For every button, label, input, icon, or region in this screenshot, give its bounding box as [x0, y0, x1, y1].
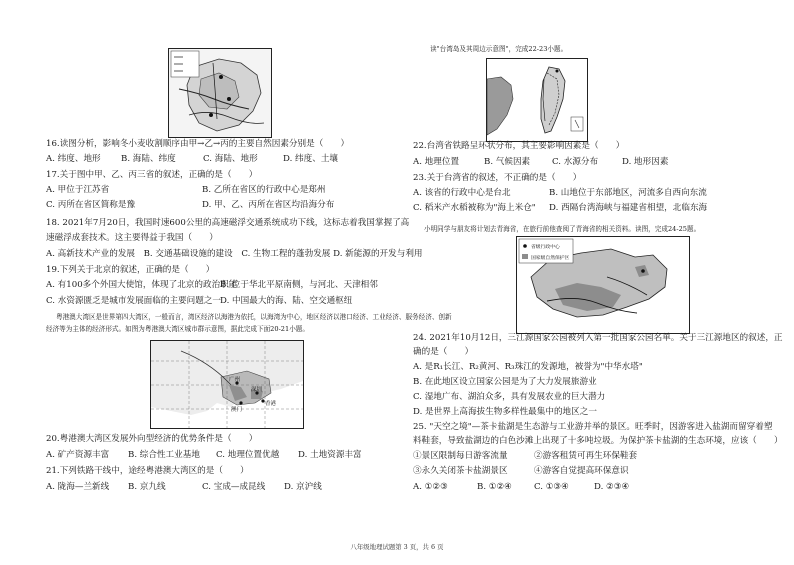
legend-nature-reserve: 国家级自然保护区	[531, 256, 570, 261]
q21-option-c[interactable]: C. 宝成—成昆线	[202, 482, 266, 492]
q20-21-intro-line2: 经济等为主体的经济形式。如图为粤港澳大湾区城市群示意图，据此完成下面20-21小题。	[46, 325, 309, 333]
q25-statement-2: ②游客租赁可再生环保鞋套	[534, 451, 638, 461]
page-footer: 八年级地理试题第 3 页，共 6 页	[350, 543, 444, 551]
q21-stem: 21.下列铁路干线中，途经粤港澳大湾区的是（ ）	[46, 466, 249, 476]
q17-option-a[interactable]: A. 甲位于江苏省	[46, 185, 110, 195]
q20-option-d[interactable]: D. 土地资源丰富	[298, 450, 362, 460]
q23-option-a[interactable]: A. 该省的行政中心是台北	[413, 188, 511, 198]
q25-option-b[interactable]: B. ①②④	[477, 482, 512, 492]
taiwan-map	[486, 58, 588, 142]
q20-option-a[interactable]: A. 矿产资源丰富	[46, 450, 110, 460]
q25-option-a[interactable]: A. ①②③	[413, 482, 448, 492]
q25-option-c[interactable]: C. ①③④	[534, 482, 569, 492]
q17-option-b[interactable]: B. 乙所在省区的行政中心是郑州	[202, 185, 326, 195]
q18-stem-line1: 18. 2021年7月20日，我国时速600公里的高速磁浮交通系统成功下线，这标志着我国掌握了高	[46, 218, 410, 228]
q21-option-b[interactable]: B. 京九线	[128, 482, 166, 492]
map-label-hongkong: 香港	[265, 401, 277, 407]
q19-stem: 19.下列关于北京的叙述，正确的是（ ）	[46, 265, 215, 275]
q16-option-a[interactable]: A. 纬度、地形	[46, 154, 101, 164]
q19-option-a[interactable]: A. 有100多个外国大使馆，体现了北京的政治职能	[46, 280, 238, 290]
q19-option-b[interactable]: B. 位于华北平原南侧，与河北、天津相邻	[220, 280, 378, 290]
q24-option-a[interactable]: A. 是R₁长江、R₂黄河、R₃珠江的发源地，被誉为"中华水塔"	[413, 362, 643, 372]
q17-option-c[interactable]: C. 丙所在省区简称是豫	[46, 200, 136, 210]
taiwan-map-drawing	[487, 59, 587, 141]
q25-statement-4: ④游客自觉提高环保意识	[534, 466, 629, 476]
q23-option-d[interactable]: D. 西隔台湾海峡与福建省相望，北临东海	[549, 203, 708, 213]
q22-option-b[interactable]: B. 气候因素	[484, 157, 531, 167]
map-label-shenzhen: 深圳	[251, 387, 263, 393]
q24-stem-line1: 24. 2021年10月12日，三江源国家公园被列入第一批国家公园名单。关于三江源地区的叙述，正	[413, 333, 783, 343]
q18-options[interactable]: A. 高新技术产业的发展 B. 交通基础设施的建设 C. 生物工程的蓬勃发展 D. 新能源的开发与利用	[46, 249, 423, 259]
greater-bay-area-map-drawing	[151, 341, 303, 428]
q22-option-c[interactable]: C. 水源分布	[552, 157, 599, 167]
q22-stem: 22.台湾省铁路呈环状分布，其主要影响因素是（ ）	[413, 141, 625, 151]
map-label-guangzhou: 广州	[229, 377, 241, 383]
q16-option-b[interactable]: B. 海陆、纬度	[121, 154, 176, 164]
q25-statement-1: ①景区限制每日游客流量	[413, 451, 508, 461]
qinghai-map	[516, 236, 690, 334]
q18-stem-line2: 速磁浮成套技术。这主要得益于我国（ ）	[46, 233, 218, 243]
q24-option-b[interactable]: B. 在此地区设立国家公园是为了大力发展旅游业	[413, 377, 597, 387]
q23-option-c[interactable]: C. 稻米产水稻被称为"海上米仓"	[413, 203, 536, 213]
q20-option-c[interactable]: C. 地理位置优越	[216, 450, 280, 460]
q22-23-caption: 读"台湾岛及其周边示意图"，完成22-23小题。	[430, 45, 568, 53]
map-label-macau: 澳门	[231, 407, 243, 413]
q21-option-a[interactable]: A. 陇海—兰新线	[46, 482, 110, 492]
q20-option-b[interactable]: B. 综合性工业基地	[128, 450, 200, 460]
greater-bay-area-map	[150, 340, 304, 429]
q23-stem: 23.关于台湾省的叙述，不正确的是（ ）	[413, 173, 582, 183]
q20-stem: 20.粤港澳大湾区发展外向型经济的优势条件是（ ）	[46, 434, 258, 444]
q25-option-d[interactable]: D. ②③④	[594, 482, 630, 492]
q24-option-d[interactable]: D. 是世界上高海拔生物多样性最集中的地区之一	[413, 407, 597, 417]
q16-option-c[interactable]: C. 海陆、地形	[203, 154, 258, 164]
q24-option-c[interactable]: C. 湿地广布、湖泊众多，具有发展农业的巨大潜力	[413, 392, 606, 402]
q25-stem-line2: 料鞋套，导致盐湖边的白色沙滩上出现了十多吨垃圾。为保护茶卡盐湖的生态环境，应该（ ）	[413, 436, 783, 446]
q17-option-d[interactable]: D. 甲、乙、丙所在省区均沿海分布	[202, 200, 335, 210]
qinghai-map-drawing	[517, 237, 689, 333]
q19-option-c[interactable]: C. 水资源匮乏是城市发展面临的主要问题之一	[46, 296, 222, 306]
q24-25-intro: 小明同学与朋友将计划去青海省，在旅行前他查阅了青海省的相关资料。读图，完成24-25题。	[424, 225, 701, 233]
q22-option-d[interactable]: D. 地形因素	[622, 157, 669, 167]
q25-statement-3: ③永久关闭茶卡盐湖景区	[413, 466, 508, 476]
q25-stem-line1: 25. "天空之境"—茶卡盐湖是生态游与工业游并举的景区。旺季时，因游客进入盐湖而留穿着塑	[413, 422, 773, 432]
q24-stem-line2: 确的是（ ）	[413, 347, 474, 357]
q22-option-a[interactable]: A. 地理位置	[413, 157, 460, 167]
q17-stem: 17.关于图中甲、乙、丙三省的叙述，正确的是（ ）	[46, 170, 258, 180]
q16-option-d[interactable]: D. 纬度、土壤	[283, 154, 339, 164]
q16-stem: 16.读图分析，影响冬小麦收割顺序由甲→乙→丙的主要自然因素分别是（ ）	[46, 139, 350, 149]
legend-provincial-capital: 省级行政中心	[531, 245, 560, 250]
q19-option-d[interactable]: D. 中国最大的海、陆、空交通枢纽	[220, 296, 353, 306]
wheat-harvest-map	[168, 48, 272, 138]
q23-option-b[interactable]: B. 山地位于东部地区，河流多自西向东流	[549, 188, 707, 198]
wheat-harvest-map-drawing	[169, 49, 271, 137]
q21-option-d[interactable]: D. 京沪线	[284, 482, 322, 492]
q20-21-intro-line1: 粤港澳大湾区是世界第四大湾区，一般而言，湾区经济以海港为依托，以海湾为中心，地区经济以港口经济、工业经济、服务经济、创新	[56, 313, 452, 321]
